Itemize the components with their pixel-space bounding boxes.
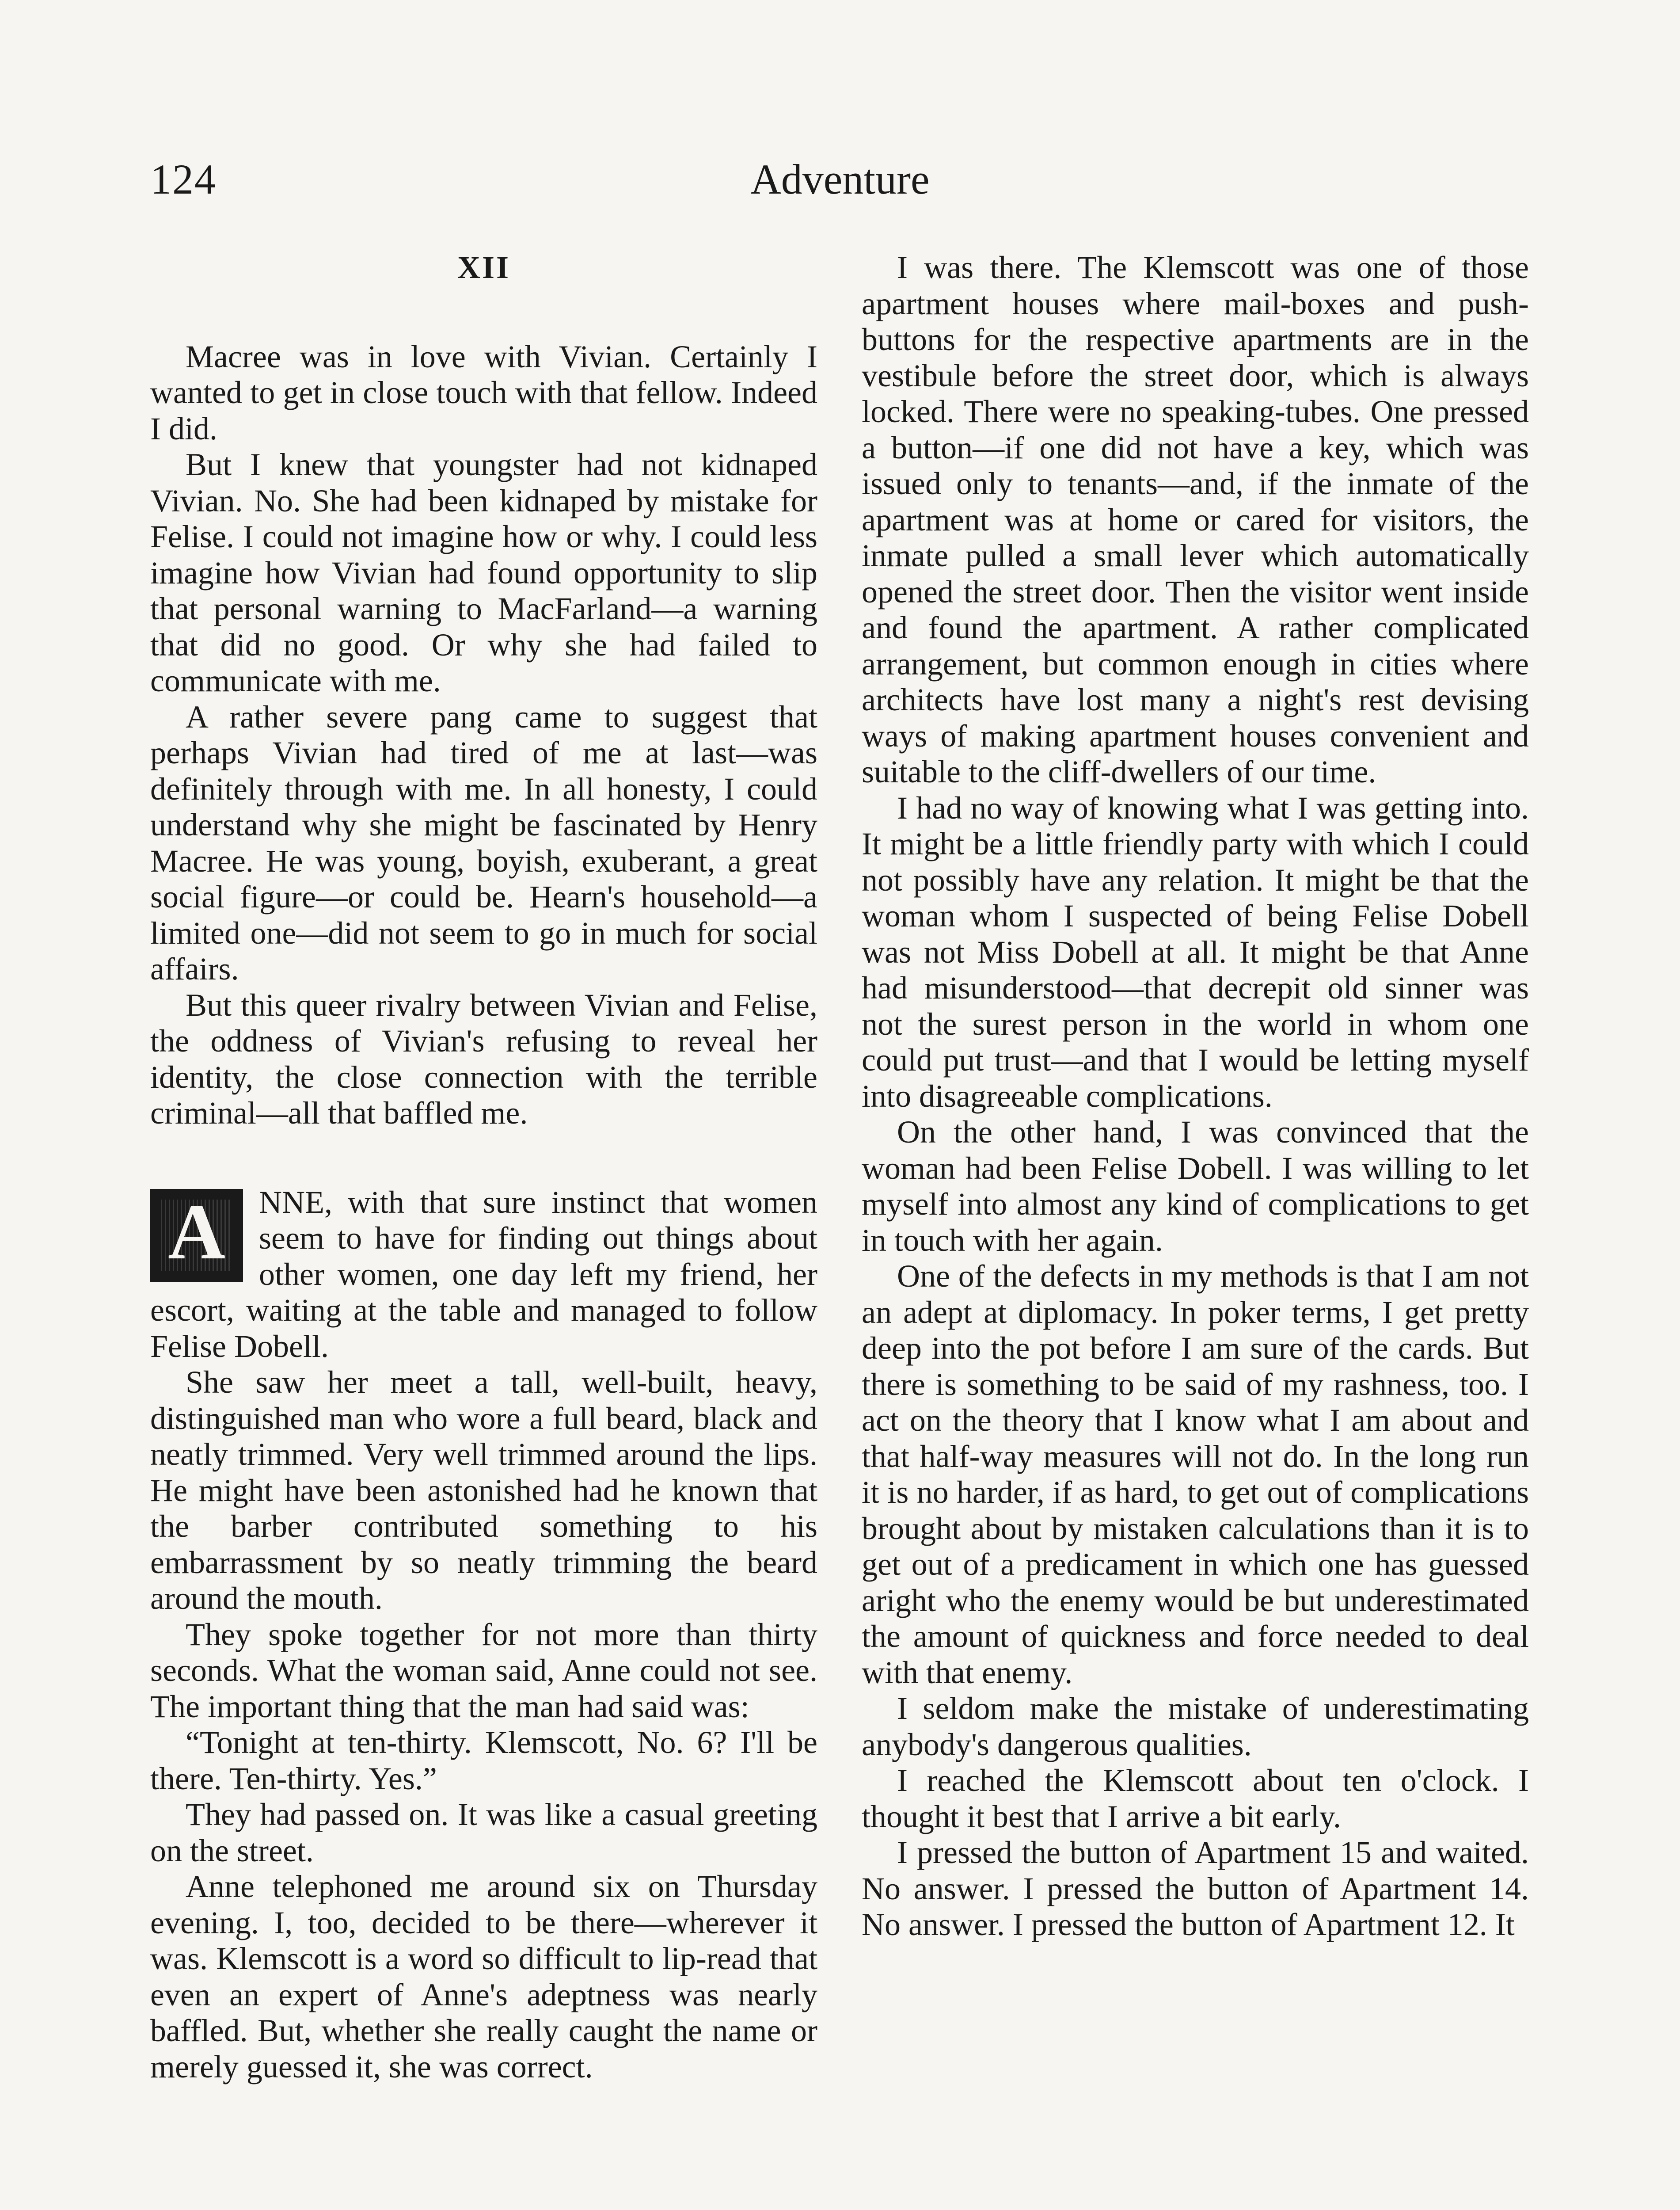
paragraph: One of the defects in my methods is that I am not an adept at diplomacy. In poker terms, I get pretty deep into the pot before I am sure of the cards. But there is something to be said of my rashness, too. I act on the theory that I know what I am about and that half-way measures will not do. In the long run it is no harder, if as hard, to get out of complications brought about by mistaken calculations than it is to get out of a predicament in which one has guessed aright who the enemy would be but underestimated the amount of quickness and force needed to deal with that enemy. (862, 1258, 1529, 1690)
paragraph: I pressed the button of Apartment 15 and waited. No answer. I pressed the button of Apartment 14. No answer. I pressed the button of Apartment 12. It (862, 1835, 1529, 1942)
journal-title: Adventure (750, 156, 930, 203)
paragraph: I reached the Klemscott about ten o'clock. I thought it best that I arrive a bit early. (862, 1763, 1529, 1834)
paragraph: Macree was in love with Vivian. Certainly I wanted to get in close touch with that fellow. Indeed I did. (150, 339, 817, 446)
page-number: 124 (150, 156, 217, 203)
drop-cap-rest: NNE, (259, 1184, 332, 1220)
paragraph: They had passed on. It was like a casual greeting on the street. (150, 1797, 817, 1868)
paragraph: A rather severe pang came to suggest that perhaps Vivian had tired of me at last—was definitely through with me. In all honesty, I could understand why she might be fascinated by Henry Macree. He was young, boyish, exuberant, a great social figure—or could be. Hearn's household—a limited one—did not seem to go in much for social affairs. (150, 699, 817, 987)
drop-cap-ornament (150, 1189, 243, 1282)
paragraph: I was there. The Klemscott was one of those apartment houses where mail-boxes and push-buttons for the respective apartments are in the vestibule before the street door, which is always locked. There were no speaking-tubes. One pressed a button—if one did not have a key, which was issued only to tenants—and, if the inmate of the apartment was at home or cared for visitors, the inmate pulled a small lever which automatically opened the street door. Then the visitor went inside and found the apartment. A rather complicated arrangement, but common enough in cities where architects have lost many a night's rest devising ways of making apartment houses convenient and suitable to the cliff-dwellers of our time. (862, 250, 1529, 789)
drop-cap-letter: A (168, 1187, 225, 1276)
section-break (150, 1132, 817, 1185)
right-column (862, 250, 1529, 1943)
running-head (150, 155, 1530, 217)
paragraph: I had no way of knowing what I was getting into. It might be a little friendly party with which I could not possibly have any relation. It might be that the woman whom I suspected of being Felise Dobell was not Miss Dobell at all. It might be that Anne had misunderstood—that decrepit old sinner was not the surest person in the world in whom one could put trust—and that I would be letting myself into disagreeable complications. (862, 790, 1529, 1114)
paragraph: I seldom make the mistake of underestimating anybody's dangerous qualities. (862, 1691, 1529, 1762)
chapter-heading: XII (457, 250, 511, 285)
quoted-dialogue: “Tonight at ten-thirty. Klemscott, No. 6? I'll be there. Ten-thirty. Yes.” (150, 1725, 817, 1796)
paragraph: On the other hand, I was convinced that the woman had been Felise Dobell. I was willing to let myself into almost any kind of complications to get in touch with her again. (862, 1114, 1529, 1258)
paragraph: But this queer rivalry between Vivian and Felise, the oddness of Vivian's refusing to reveal her identity, the close connection with the terrible criminal—all that baffled me. (150, 987, 817, 1131)
drop-cap-paragraph (150, 1185, 817, 1365)
paragraph: She saw her meet a tall, well-built, heavy, distinguished man who wore a full beard, black and neatly trimmed. Very well trimmed around the lips. He might have been astonished had he known that the barber contributed something to his embarrassment by so neatly trimming the beard around the mouth. (150, 1364, 817, 1616)
paragraph: Anne telephoned me around six on Thursday evening. I, too, decided to be there—wherever it was. Klemscott is a word so difficult to lip-read that even an expert of Anne's adeptness was nearly baffled. But, whether she really caught the name or merely guessed it, she was correct. (150, 1869, 817, 2084)
left-column (150, 250, 817, 2085)
drop-cap-paragraph-text: with that sure instinct that women seem to have for finding out things about other women, one day left my friend, her escort, waiting at the table and managed to follow Felise Dobell. (150, 1184, 817, 1364)
paragraph: They spoke together for not more than thirty seconds. What the woman said, Anne could not see. The important thing that the man had said was: (150, 1616, 817, 1724)
paragraph: But I knew that youngster had not kidnaped Vivian. No. She had been kidnaped by mistake for Felise. I could not imagine how or why. I could less imagine how Vivian had found opportunity to slip that personal warning to MacFarland—a warning that did no good. Or why she had failed to communicate with me. (150, 447, 817, 698)
